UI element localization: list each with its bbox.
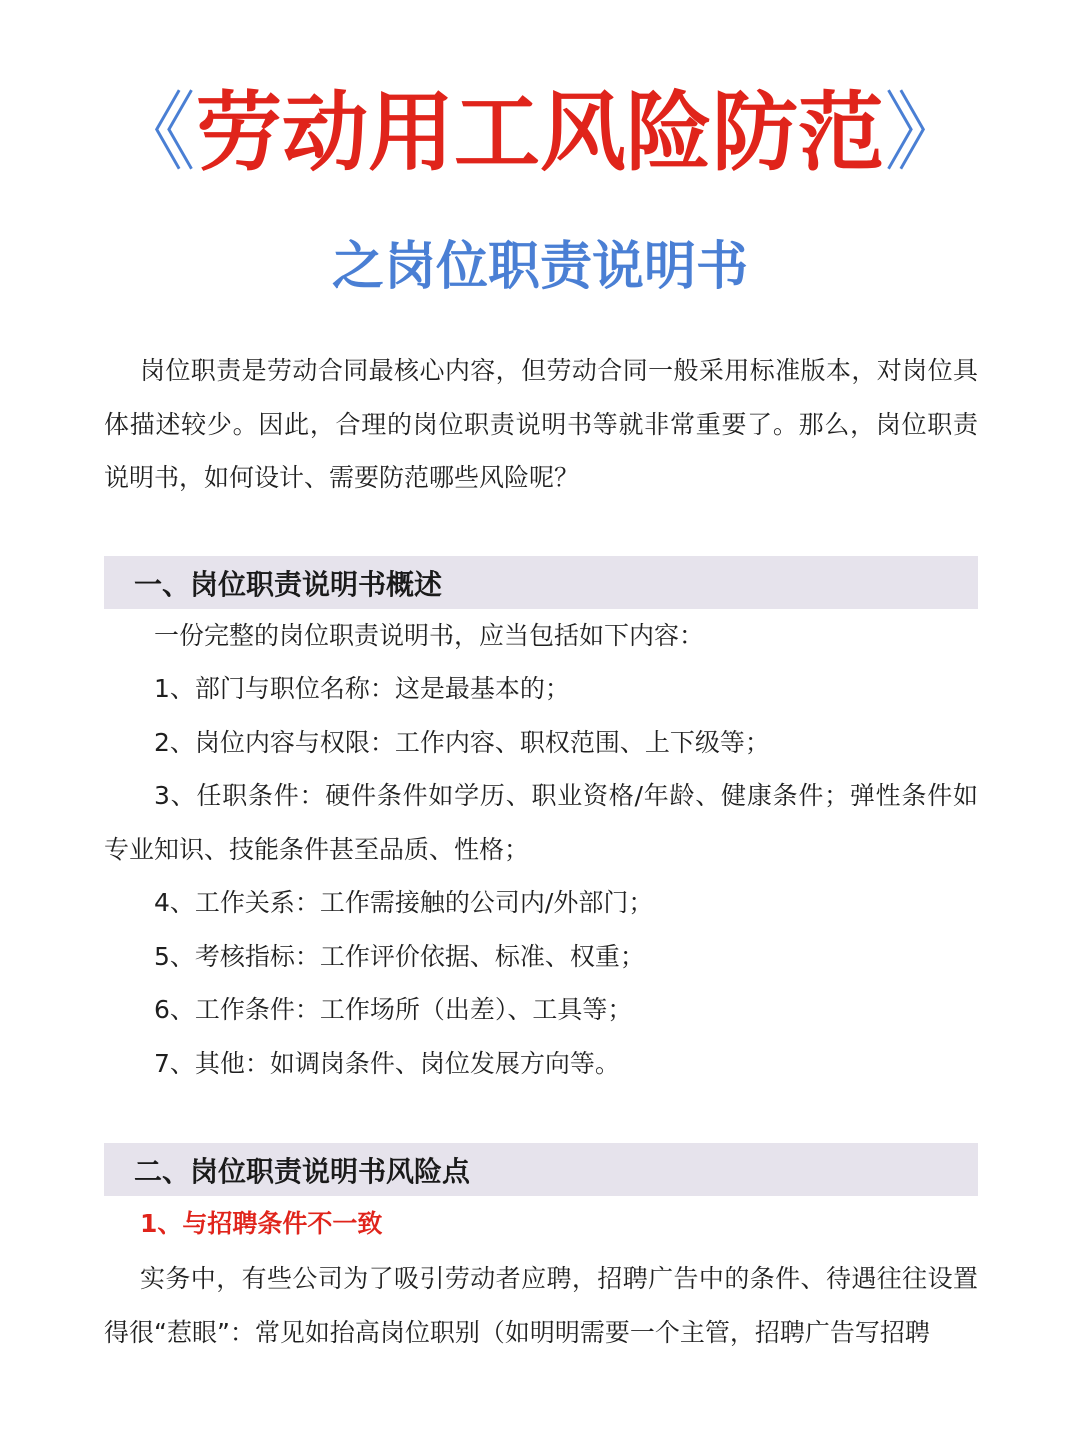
intro-paragraph: 岗位职责是劳动合同最核心内容，但劳动合同一般采用标准版本，对岗位具体描述较少。因此，合理的岗位职责说明书等就非常重要了。那么，岗位职责说明书，如何设计、需要防范哪些风险呢？ — [104, 356, 978, 492]
list-item: 7、其他：如调岗条件、岗位发展方向等。 — [154, 1048, 620, 1078]
section-1-heading: 一、岗位职责说明书概述 — [104, 556, 978, 609]
list-item: 2、岗位内容与权限：工作内容、职权范围、上下级等； — [154, 727, 770, 757]
main-title — [0, 78, 1080, 188]
section-2-body: 实务中，有些公司为了吸引劳动者应聘，招聘广告中的条件、待遇往往设置得很“惹眼”：常见如抬高岗位职别（如明明需要一个主管，招聘广告写招聘 — [104, 1264, 978, 1347]
section-2-subheading: 1、与招聘条件不一致 — [140, 1209, 383, 1238]
list-item: 1、部门与职位名称：这是最基本的； — [154, 674, 570, 703]
section-1-lead: 一份完整的岗位职责说明书，应当包括如下内容： — [154, 620, 705, 650]
list-item: 3、任职条件：硬件条件如学历、职业资格/年龄、健康条件；弹性条件如专业知识、技能条件甚至品质、性格； — [104, 781, 978, 864]
subtitle: 之岗位职责说明书 — [331, 237, 748, 297]
list-item: 4、工作关系：工作需接触的公司内/外部门； — [154, 888, 654, 917]
section-2-heading: 二、岗位职责说明书风险点 — [104, 1143, 978, 1196]
content-body — [104, 344, 978, 1359]
title-open-bracket: 《 — [110, 83, 196, 183]
list-item: 5、考核指标：工作评价依据、标准、权重； — [154, 941, 645, 971]
title-close-bracket: 》 — [884, 83, 970, 183]
list-item: 6、工作条件：工作场所（出差）、工具等； — [154, 995, 633, 1024]
title-text: 劳动用工风险防范 — [196, 83, 884, 183]
